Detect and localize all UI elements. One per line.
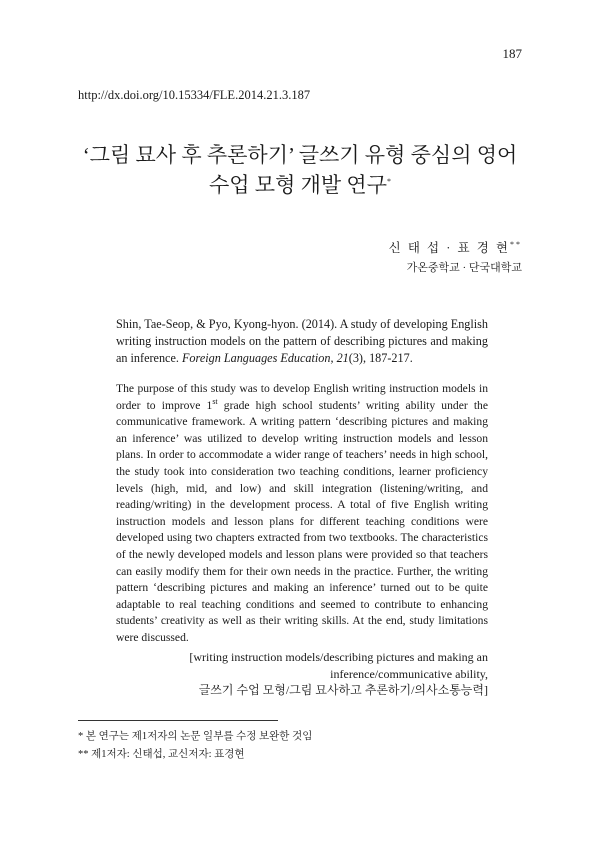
abstract-part-1: The purpose of this study was to develop English writing instruction models in order to improve 1 <box>116 382 488 412</box>
keywords-line-3: 글쓰기 수업 모형/그림 묘사하고 추론하기/의사소통능력] <box>198 683 488 697</box>
keywords-line-1: [writing instruction models/describing pictures and making an <box>189 650 488 664</box>
footnote-divider <box>78 720 278 721</box>
title-line-1: ‘그림 묘사 후 추론하기’ 글쓰기 유형 중심의 영어 <box>82 143 518 167</box>
doi-link[interactable]: http://dx.doi.org/10.15334/FLE.2014.21.3.187 <box>78 88 311 102</box>
author-footnote-mark: ** <box>510 239 522 249</box>
citation <box>116 316 488 367</box>
page-number: 187 <box>502 46 522 61</box>
author-names-line <box>389 238 522 258</box>
abstract-part-2: grade high school students’ writing ability under the communicative framework. A writing pattern ‘describing pictures and making an inference’ was utilized to develop writing instruction models and lesson plans. In order to accommodate a wider range of teachers’ needs in high school, the study took into consideration two teaching conditions, learner proficiency levels (high, mid, and low) and skill integration (listening/writing, and reading/writing) in the development process. A total of five English writing instruction models and lesson plans for different teaching conditions were developed using two chapters extracted from two textbooks. The characteristics of the newly developed models and lesson plans were provided so that teachers can easily modify them for their own needs in the practice. Further, the writing pattern ‘describing pictures and making an inference’ turned out to be quite adaptable to real teaching conditions and seemed to contribute to enhancing students’ creativity as well as their writing skills. At the end, study limitations were discussed. <box>116 398 489 644</box>
footnotes <box>78 728 312 764</box>
footnote-1: * 본 연구는 제1저자의 논문 일부를 수정 보완한 것임 <box>78 731 313 742</box>
title-line-2-text: 수업 모형 개발 연구 <box>208 173 388 197</box>
citation-text: Shin, Tae-Seop, & Pyo, Kyong-hyon. (2014). A study of developing English writing instruction models on the pattern of describing pictures and making an inference. <box>116 317 488 365</box>
abstract-ordinal: st <box>212 396 218 406</box>
citation-issue-pages: (3), 187-217. <box>348 351 413 365</box>
author-affiliations: 가온중학교 · 단국대학교 <box>406 262 522 274</box>
paper-title <box>0 140 600 200</box>
keywords-line-2: inference/communicative ability, <box>330 666 488 681</box>
author-block <box>389 238 522 278</box>
keywords <box>118 649 488 699</box>
footnote-2: ** 제1저자: 신태섭, 교신저자: 표경현 <box>78 749 245 760</box>
citation-journal: Foreign Languages Education, 21 <box>181 351 349 365</box>
author-names: 신 태 섭 · 표 경 현 <box>388 241 510 255</box>
title-line-2 <box>0 170 600 200</box>
title-footnote-mark: * <box>387 177 392 186</box>
abstract <box>116 381 488 647</box>
